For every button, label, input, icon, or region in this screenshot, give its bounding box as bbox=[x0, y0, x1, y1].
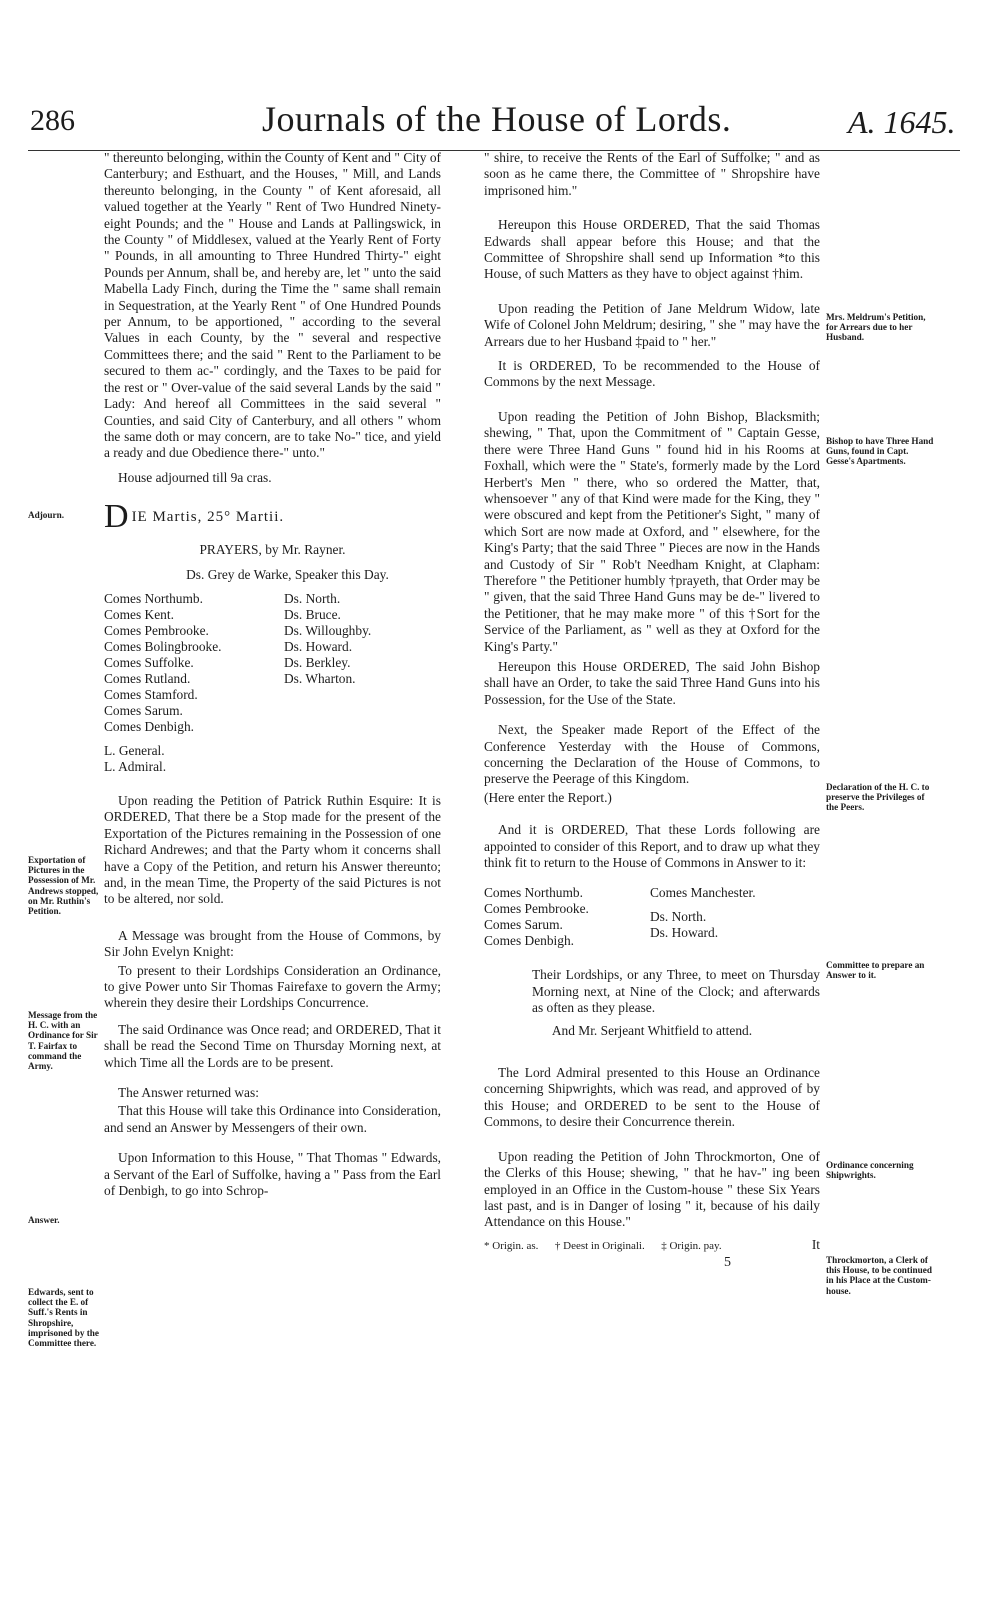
margin-note-exportation: Exportation of Pictures in the Possession of Mr. Andrews stopped, on Mr. Ruthin's Petition. bbox=[28, 855, 99, 917]
lords-present bbox=[104, 591, 441, 775]
lords-present-col2 bbox=[284, 591, 434, 775]
edwards-continued: " shire, to receive the Rents of the Earl of Suffolke; " and as soon as he came there, the Committee of " Shropshire have imprisoned him." bbox=[484, 150, 820, 198]
lord-name: Comes Bolingbrooke. bbox=[104, 638, 222, 654]
lord-name: Ds. Berkley. bbox=[284, 654, 351, 670]
lord-name: Ds. Wharton. bbox=[284, 670, 356, 686]
answer-text: That this House will take this Ordinance into Consideration, and send an Answer by Messengers of their own. bbox=[104, 1103, 441, 1135]
meldrum-petition: Upon reading the Petition of Jane Meldrum Widow, late Wife of Colonel John Meldrum; desiring, " she " may have the Arrears due to her Husband ‡paid to " her." bbox=[484, 300, 820, 349]
lord-name: Ds. Bruce. bbox=[284, 606, 341, 622]
margin-note-shipwrights: Ordinance concerning Shipwrights. bbox=[826, 1160, 914, 1181]
bishop-petition: Upon reading the Petition of John Bishop, Blacksmith; shewing, " That, upon the Commitment of " Captain Gesse, there were Three Hand Guns " found hid in his Rooms at Foxhall, which were the " State's, formerly made by the Lord Herbert's Men " there, who so ordered the Matter, that, whensoever " any of that Kind were made for the King, they " were obscured and kept from the Petitioner's Sight, " many of which Sort are now made at Oxford, and " elsewhere, for the King's Party; that the said Three " Pieces are now in the Hands and Custody of Sir " Rob't Needham Knight, at Clapham: Therefore " the Petitioner humbly †prayeth, that Order may be " given, that the said Three Hand Guns may be de-" livered to the Petitioner, that he may make more " of this †Sort for the Service of the Parliament, as " well as they at Oxford for the King's Party." bbox=[484, 408, 820, 654]
lord-name: Comes Pembrooke. bbox=[484, 901, 589, 917]
page-year: A. 1645. bbox=[848, 104, 956, 140]
lord-name: Ds. Howard. bbox=[650, 925, 719, 941]
lord-name: Comes Sarum. bbox=[484, 917, 563, 933]
lord-name: Comes Northumb. bbox=[104, 590, 203, 606]
message-intro: A Message was brought from the House of Commons, by Sir John Evelyn Knight: bbox=[104, 927, 441, 960]
shipwrights-ordinance: The Lord Admiral presented to this House an Ordinance concerning Shipwrights, which was read, and approved of by this House; and ORDERED to be sent to the House of Commons, to desire their Concurrence therein. bbox=[484, 1065, 820, 1130]
margin-note-adjourn: Adjourn. bbox=[28, 510, 64, 520]
day-heading-text: IE Martis, 25° Martii. bbox=[131, 509, 285, 526]
message-ordinance: To present to their Lordships Consideration an Ordinance, to give Power unto Sir Thomas Fairefaxe to govern the Army; wherein they desire their Lordships Concurrence. bbox=[104, 962, 441, 1011]
committee-meeting: Their Lordships, or any Three, to meet on Thursday Morning next, at Nine of the Clock; and afterwards as often as they please. bbox=[532, 967, 820, 1016]
lord-name: Ds. North. bbox=[650, 909, 707, 925]
committee-lords bbox=[484, 885, 820, 949]
lord-name: Ds. Howard. bbox=[284, 638, 353, 654]
margin-note-committee: Committee to prepare an Answer to it. bbox=[826, 960, 925, 981]
footnotes-text: * Origin. as. † Deest in Originali. ‡ Origin. pay. bbox=[484, 1239, 722, 1252]
margin-note-bishop: Bishop to have Three Hand Guns, found in Capt. Gesse's Apartments. bbox=[826, 436, 934, 467]
answer-intro: The Answer returned was: bbox=[118, 1085, 259, 1101]
left-paragraph-lease: " thereunto belonging, within the County of Kent and " City of Canterbury; and Esthuart, and the Houses, " Mill, and Lands thereunto belonging, in the County " of Kent aforesaid, all valued together at the Yearly " Rent of Two Hundred Ninety-eight Pounds; and the " House and Lands at Pallingswick, in the County " of Middlesex, valued at the Yearly Rent of Forty " Pounds, in all amounting to Three Hundred Thirty-" eight Pounds per Annum, shall be, and hereby are, let " unto the said Mabella Lady Finch, during the Time the " same shall remain in Sequestration, at the Yearly Rent " of One Hundred Pounds per Annum, to be apportioned, " according to the several Values in each County, by the " several and respective Committees there; and the said " Rent to the Parliament to be secured to them ac-" cordingly, and the Taxes to be paid for the rest or " Over-value of the said several Lands by the said " Lady: And hereof all Committees in the said several " Counties, and said City of Canterbury, and all others " whom the same doth or may concern, are to take No-" tice, and yield a ready and due Obedience there-" unto." bbox=[104, 150, 441, 461]
catchword: It bbox=[811, 1236, 820, 1252]
left-column bbox=[104, 150, 441, 1207]
prayers-line: PRAYERS, by Mr. Rayner. bbox=[199, 542, 346, 558]
serjeant-line: And Mr. Serjeant Whitfield to attend. bbox=[551, 1022, 753, 1038]
ordinance-order: The said Ordinance was Once read; and ORDERED, That it shall be read the Second Time on Thursday Morning next, at which Time all the Lords are to be present. bbox=[104, 1021, 441, 1070]
lord-name: L. Admiral. bbox=[104, 758, 167, 774]
footnotes bbox=[484, 1237, 820, 1271]
edwards-information: Upon Information to this House, " That Thomas " Edwards, a Servant of the Earl of Suffolke, having a " Pass from the Earl of Denbigh, to go into Schrop- bbox=[104, 1150, 441, 1199]
bishop-order: Hereupon this House ORDERED, The said John Bishop shall have an Order, to take the said Three Hand Guns into his Possession, for the Use of the State. bbox=[484, 658, 820, 707]
signature-mark: 5 bbox=[724, 1254, 731, 1270]
margin-note-answer: Answer. bbox=[28, 1215, 60, 1225]
meldrum-order: It is ORDERED, To be recommended to the House of Commons by the next Message. bbox=[484, 358, 820, 390]
lord-name: Comes Kent. bbox=[104, 606, 174, 622]
day-heading bbox=[104, 500, 441, 534]
page-title: Journals of the House of Lords. bbox=[262, 99, 732, 139]
committee-col2 bbox=[650, 885, 810, 949]
ruthin-petition: Upon reading the Petition of Patrick Ruthin Esquire: It is ORDERED, That there be a Stop made for the present of the Exportation of the Pictures remaining in the Possession of one Richard Andrewes; and that the Party whom it concerns shall have a Copy of the Petition, and return his Answer thereunto; and, in the mean Time, the Property of the said Pictures is not to be altered, nor sold. bbox=[104, 792, 441, 907]
page-number: 286 bbox=[30, 104, 75, 137]
lord-name: Comes Pembrooke. bbox=[104, 622, 209, 638]
lord-name bbox=[650, 901, 810, 909]
throckmorton-petition: Upon reading the Petition of John Throckmorton, One of the Clerks of this House; shewing, " that he hav-" ing been employed in an Office in the Custom-house " these Six Years last past, and is in Danger of losing " it, because of his daily Attendance on this House." bbox=[484, 1148, 820, 1230]
margin-note-throckmorton: Throckmorton, a Clerk of this House, to be continued in his Place at the Custom-house. bbox=[826, 1255, 932, 1296]
lord-name: Comes Denbigh. bbox=[484, 933, 575, 949]
lord-name: Comes Northumb. bbox=[484, 885, 583, 901]
committee-col1 bbox=[484, 885, 650, 949]
lord-name: Comes Sarum. bbox=[104, 702, 183, 718]
speaker-report: Next, the Speaker made Report of the Effect of the Conference Yesterday with the House of Commons, concerning the Declaration of the House of Commons, to preserve the Peerage of this Kingdom. bbox=[484, 722, 820, 787]
committee-order: And it is ORDERED, That these Lords following are appointed to consider of this Report, and to draw up what they think fit to return to the House of Commons in Answer to it: bbox=[484, 822, 820, 871]
day-initial: D bbox=[104, 498, 130, 536]
lord-name: Comes Stamford. bbox=[104, 686, 198, 702]
lord-name: Comes Rutland. bbox=[104, 670, 191, 686]
lords-present-col1 bbox=[104, 591, 284, 775]
lord-name: Comes Denbigh. bbox=[104, 718, 195, 734]
speaker-line: Ds. Grey de Warke, Speaker this Day. bbox=[186, 566, 389, 582]
lord-name: Ds. Willoughby. bbox=[284, 622, 372, 638]
adjourn-line: House adjourned till 9a cras. bbox=[118, 469, 272, 485]
margin-note-edwards: Edwards, sent to collect the E. of Suff.'s Rents in Shropshire, imprisoned by the Committee there. bbox=[28, 1287, 99, 1349]
report-note: (Here enter the Report.) bbox=[484, 789, 612, 805]
edwards-order: Hereupon this House ORDERED, That the said Thomas Edwards shall appear before this House; and that the Committee of Shropshire shall send up Information *to this House, of such Matters as they have to object against †him. bbox=[484, 217, 820, 282]
lord-name: Ds. North. bbox=[284, 590, 341, 606]
margin-note-declaration: Declaration of the H. C. to preserve the Privileges of the Peers. bbox=[826, 782, 930, 813]
margin-note-meldrum: Mrs. Meldrum's Petition, for Arrears due to her Husband. bbox=[826, 312, 926, 343]
lord-name: Comes Manchester. bbox=[650, 885, 756, 901]
right-column bbox=[484, 150, 820, 1271]
margin-note-message: Message from the H. C. with an Ordinance for Sir T. Fairfax to command the Army. bbox=[28, 1010, 98, 1072]
lord-name: Comes Suffolke. bbox=[104, 654, 194, 670]
lord-name: L. General. bbox=[104, 742, 165, 758]
